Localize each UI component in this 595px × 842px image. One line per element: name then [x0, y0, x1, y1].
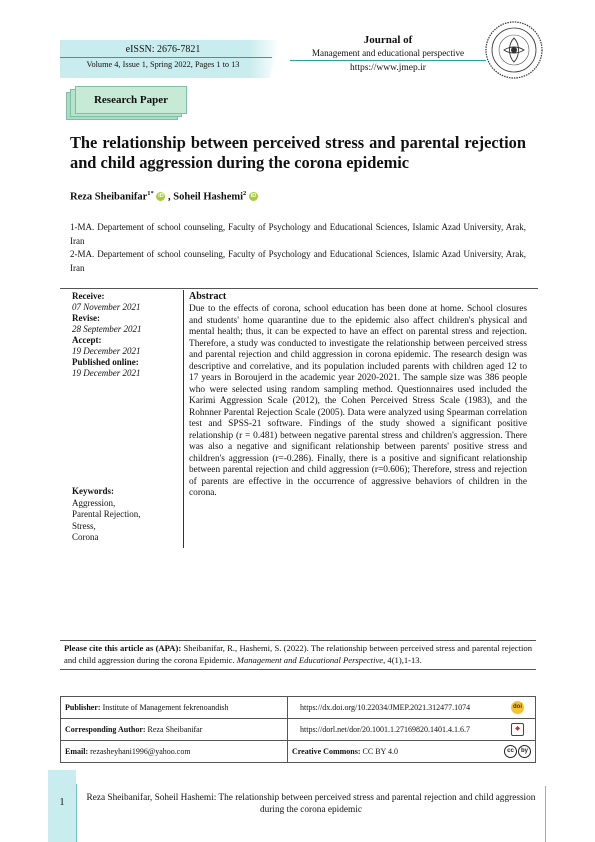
- info-box-side-rule: [183, 290, 184, 548]
- email-label: Email:: [65, 747, 89, 756]
- keywords-label: Keywords:: [72, 486, 114, 496]
- journal-url[interactable]: https://www.jmep.ir: [350, 63, 426, 73]
- publisher-cell: [61, 697, 288, 719]
- article-title: The relationship between perceived stress and parental rejection and child aggression during the corona epidemic: [70, 133, 526, 172]
- keyword: Aggression,: [72, 497, 116, 508]
- affiliation-1: 1-MA. Departement of school counseling, Faculty of Psychology and Educational Sciences, Islamic Azad University, Arak, Iran: [70, 222, 526, 246]
- citation-tail: , 4(1),1-13.: [383, 654, 422, 665]
- dor-link[interactable]: https://dorl.net/dor/20.1001.1.27169820.1401.4.1.6.7: [300, 725, 470, 734]
- keyword: Corona: [72, 532, 99, 542]
- author-1-sup: 1*: [147, 190, 154, 197]
- abstract-heading: Abstract: [189, 291, 227, 302]
- dor-link-icon[interactable]: ◈: [511, 723, 524, 736]
- email-value[interactable]: rezasheyhani1996@yahoo.com: [88, 747, 191, 756]
- dates-panel: [72, 291, 180, 379]
- footer-rule: [76, 784, 77, 842]
- keywords-panel: [72, 486, 180, 544]
- doi-cell: [288, 697, 501, 719]
- citation-text: Sheibanifar, R., Hashemi, S. (2022). The relationship between perceived stress and parental rejection and child aggression during the corona Epidemic.: [64, 643, 532, 665]
- receive-label: Receive:: [72, 291, 105, 301]
- abstract-text: Due to the effects of corona, school education has been done at home. School closures and students' home quarantine due to the epidemic also affect children's physical and mental health; thus, it can be expected to have an effect on parental stress and rejection. Therefore, a study was conducted to investigate the relationship between perceived stress and parental rejection and child aggression in corona epidemic. The research design was descriptive and correlative, and its population included parents with children aged 12 to 17 years in Boroujerd in the academic year 2020-2021. The sample size was 386 people who were selected using random sampling method. Questionnaires used included the Karimi Aggression Scale (2012), the Cohen Perceived Stress Scale (1983), and the Rohnner Parental Rejection Scale (2005). Data were analyzed using Spearman correlation test and SPSS-21 software. Findings of the study showed a significant positive relationship (r = 0.481) between negative parental stress and children's aggression. There was also a negative and significant relationship between parents' positive stress and children's aggression (r=-0.286). Finally, there is a positive and significant relationship between parental rejection and child aggression (r=0.606); Therefore, stress and rejection of parents are effective in the occurrence of aggressive behaviors of children in the corona.: [189, 304, 527, 498]
- header-rule-left: [60, 57, 272, 58]
- citation-label: Please cite this article as (APA):: [64, 643, 182, 653]
- published-label: Published online:: [72, 357, 139, 367]
- dor-icon-cell: [500, 719, 536, 741]
- journal-of: Journal of: [363, 34, 413, 46]
- by-icon[interactable]: by: [518, 745, 531, 758]
- research-paper-badge: Research Paper: [75, 86, 187, 114]
- doi-link[interactable]: https://dx.doi.org/10.22034/JMEP.2021.312477.1074: [300, 703, 471, 712]
- accept-label: Accept:: [72, 335, 102, 345]
- license-label: Creative Commons:: [292, 747, 361, 756]
- publisher-value: Institute of Management fekrenoandish: [100, 703, 229, 712]
- table-row: [61, 697, 536, 719]
- revise-date: 28 September 2021: [72, 324, 142, 334]
- keyword: Stress,: [72, 520, 96, 531]
- publisher-label: Publisher:: [65, 703, 101, 712]
- email-cell: [61, 741, 288, 763]
- license-icon-cell: [500, 741, 536, 763]
- receive-date: 07 November 2021: [72, 302, 141, 312]
- license-value: CC BY 4.0: [360, 747, 399, 756]
- doi-icon[interactable]: doi: [511, 701, 524, 714]
- page-number: 1: [59, 797, 65, 808]
- revise-label: Revise:: [72, 313, 100, 323]
- info-box-top-rule: [60, 288, 538, 289]
- dor-cell: [288, 719, 501, 741]
- volume-line: Volume 4, Issue 1, Spring 2022, Pages 1 to 13: [86, 60, 240, 69]
- author-1: Reza Sheibanifar: [70, 191, 148, 203]
- doi-icon-cell: [500, 697, 536, 719]
- corresponding-cell: [61, 719, 288, 741]
- author-separator: ,: [165, 191, 174, 203]
- author-line: [70, 190, 526, 203]
- author-2-sup: 2: [243, 190, 247, 197]
- eissn: eISSN: 2676-7821: [125, 44, 201, 55]
- journal-seal-logo: [484, 20, 544, 80]
- journal-name: Management and educational perspective: [311, 48, 465, 58]
- citation-journal: Management and Educational Perspective: [236, 654, 384, 665]
- corresponding-value: Reza Sheibanifar: [145, 725, 203, 734]
- published-date: 19 December 2021: [72, 368, 141, 378]
- accept-date: 19 December 2021: [72, 346, 141, 356]
- author-2: Soheil Hashemi: [173, 191, 244, 203]
- table-row: [61, 741, 536, 763]
- table-row: [61, 719, 536, 741]
- orcid-icon[interactable]: iD: [158, 192, 164, 199]
- header-rule-right: [290, 60, 486, 61]
- license-cell: [288, 741, 501, 763]
- publication-info-table: [60, 696, 536, 763]
- cc-icon[interactable]: cc: [504, 745, 517, 758]
- keyword: Parental Rejection,: [72, 509, 141, 519]
- footer-right-rule: [545, 786, 546, 842]
- corresponding-label: Corresponding Author:: [65, 725, 146, 734]
- orcid-icon[interactable]: iD: [250, 192, 257, 199]
- affiliation-2: 2-MA. Departement of school counseling, Faculty of Psychology and Educational Sciences, Islamic Azad University, Arak, Iran: [70, 249, 526, 273]
- running-footer: Reza Sheibanifar, Soheil Hashemi: The relationship between perceived stress and parental rejection and child aggression during the corona epidemic: [86, 793, 536, 815]
- citation-box: [60, 640, 536, 670]
